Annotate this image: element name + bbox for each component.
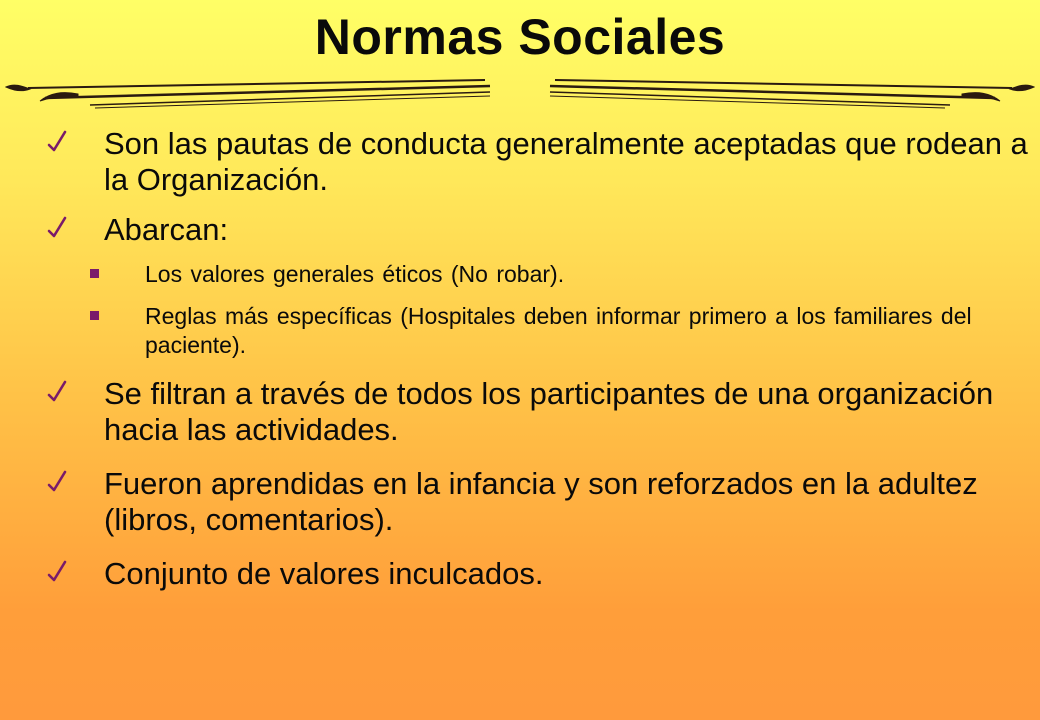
bullet-item	[0, 376, 1040, 448]
bullet-text: Son las pautas de conducta generalmente aceptadas que rodean a la Organización.	[104, 126, 1028, 197]
checkmark-icon	[47, 128, 67, 158]
ornamental-divider	[0, 72, 1040, 112]
bullet-text: Conjunto de valores inculcados.	[104, 556, 544, 591]
slide-content	[0, 126, 1040, 610]
bullet-item	[0, 556, 1040, 592]
sub-bullet-item	[0, 260, 1040, 289]
sub-bullet-text: Reglas más específicas (Hospitales deben informar primero a los familiares del paciente).	[145, 303, 972, 358]
bullet-item	[0, 126, 1040, 198]
bullet-text: Abarcan:	[104, 212, 229, 247]
bullet-item	[0, 466, 1040, 538]
bullet-item	[0, 212, 1040, 248]
checkmark-icon	[47, 214, 67, 244]
sub-bullet-text: Los valores generales éticos (No robar).	[145, 261, 565, 287]
checkmark-icon	[47, 468, 67, 498]
checkmark-icon	[47, 558, 67, 588]
slide-title: Normas Sociales	[314, 9, 726, 65]
bullet-text: Se filtran a través de todos los participantes de una organización hacia las actividades.	[104, 376, 994, 447]
sub-bullet-item	[0, 302, 1040, 360]
bullet-text: Fueron aprendidas en la infancia y son reforzados en la adultez (libros, comentarios).	[104, 466, 978, 537]
square-bullet-icon	[90, 311, 99, 320]
checkmark-icon	[47, 378, 67, 408]
square-bullet-icon	[90, 269, 99, 278]
